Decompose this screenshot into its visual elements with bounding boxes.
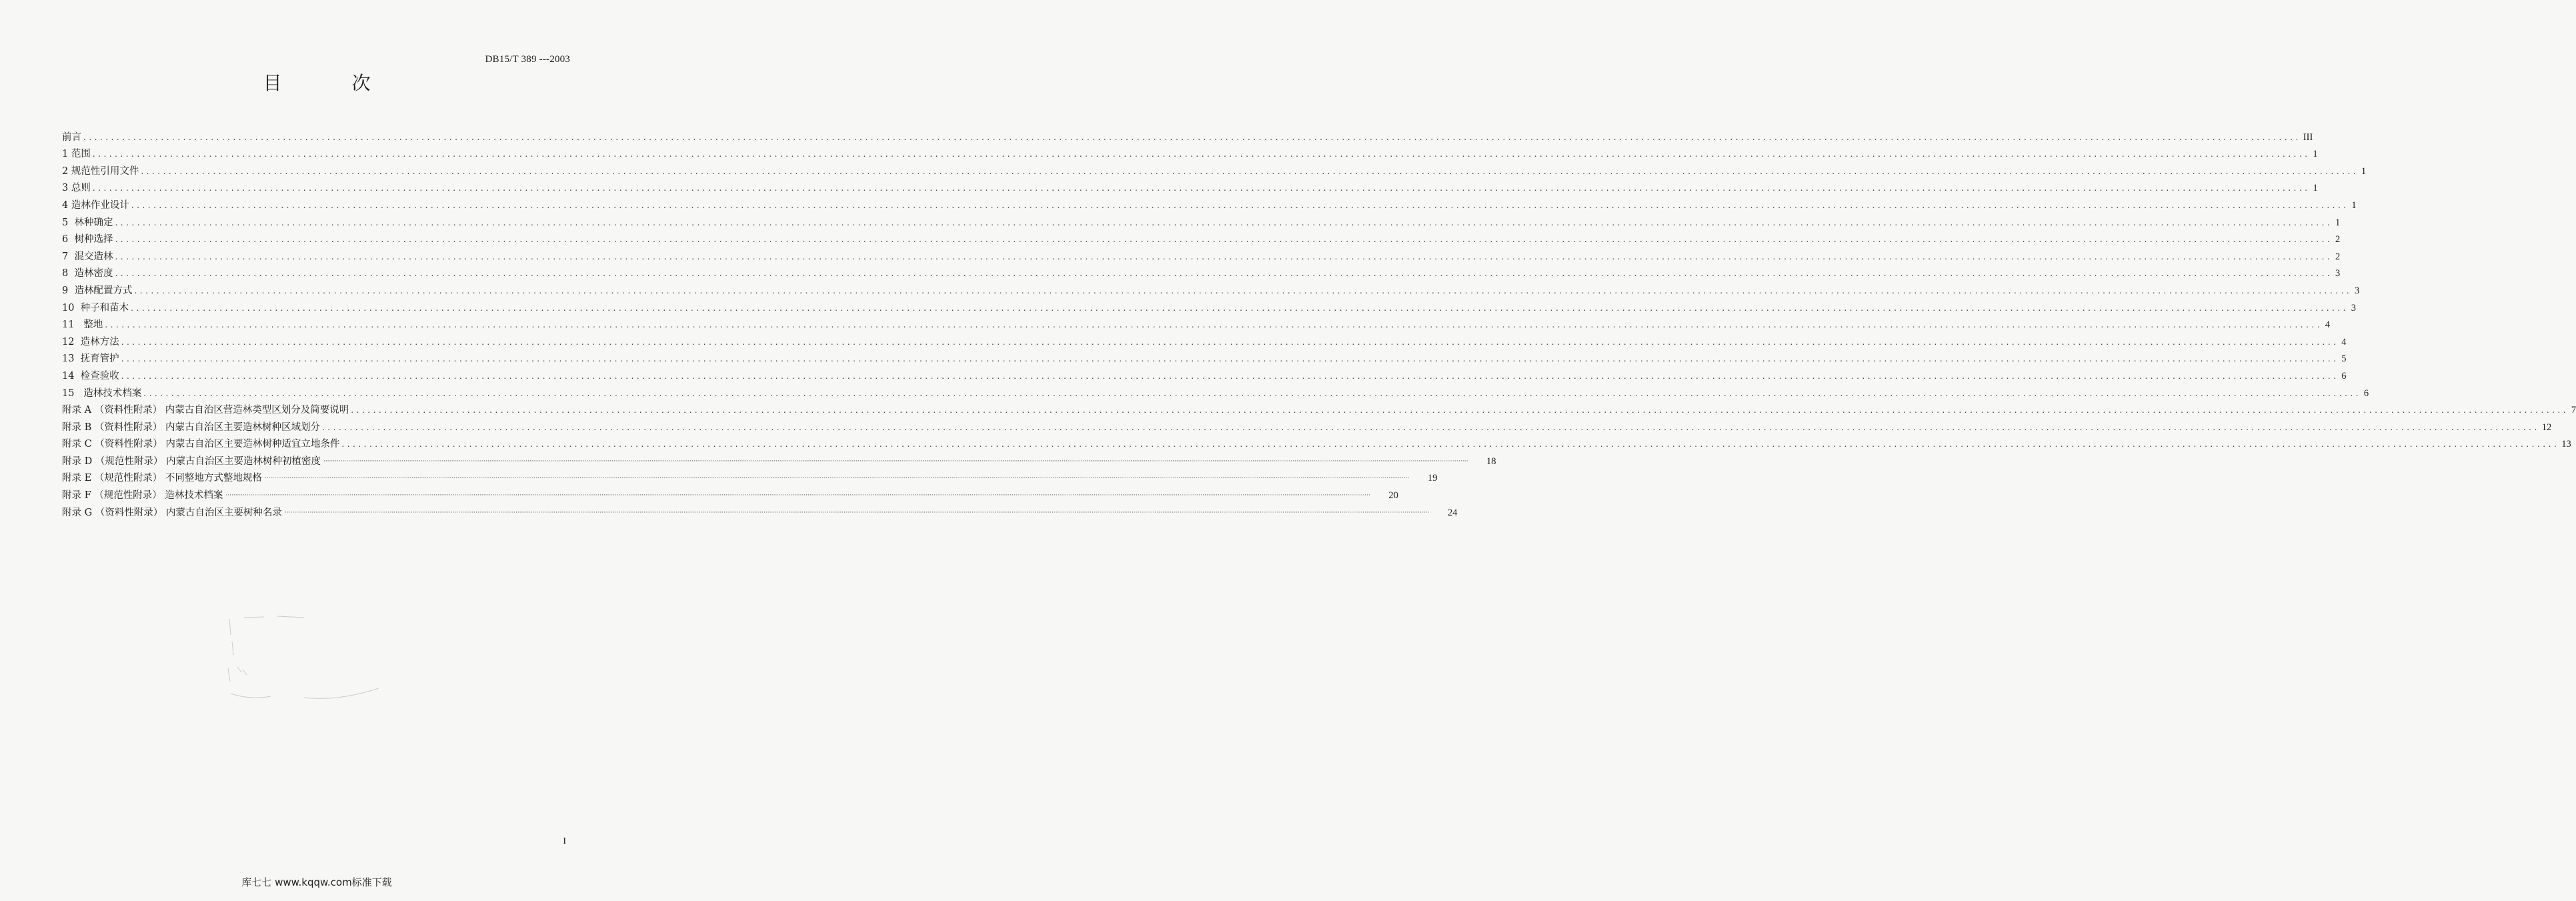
toc-entry-page: 4	[2341, 336, 2347, 347]
toc-leader-dots: ................................................................................................................................................................................................................................................................................................................................................................................................................	[143, 388, 2362, 398]
toc-leader-dots: ................................................................................................................................................................................................................................................................................................................................................................................................................	[351, 405, 2569, 415]
toc-entry-label: 6 树种选择	[62, 234, 113, 245]
toc-entry-label: 7 混交造林	[62, 251, 113, 262]
toc-entry-label: 3 总则	[62, 183, 91, 194]
toc-leader-dots: ................................................................................................................................................................................................................................................................................................................................................................................................................	[134, 285, 2353, 295]
toc-entry-page: 5	[2341, 353, 2347, 365]
toc-entry	[62, 450, 1496, 468]
toc-entry-label: 4 造林作业设计	[62, 199, 129, 211]
toc-entry	[62, 245, 2341, 263]
toc-leader-dots: ························································································································································································································································································································································································································································································································································································································	[323, 458, 1468, 465]
toc-entry-label: 附录 E （规范性附录） 不同整地方式整地规格	[62, 473, 262, 484]
toc-entry	[62, 502, 1458, 519]
toc-entry-label: 前言	[62, 131, 81, 143]
toc-leader-dots: ................................................................................................................................................................................................................................................................................................................................................................................................................	[321, 422, 2540, 432]
toc-entry-page: 18	[1486, 456, 1496, 467]
toc-entry-page: 2	[2335, 234, 2341, 245]
toc-leader-dots: ................................................................................................................................................................................................................................................................................................................................................................................................................	[115, 251, 2333, 261]
footer-watermark: 库七七 www.kqqw.com标准下载	[241, 876, 392, 888]
toc-leader-dots: ................................................................................................................................................................................................................................................................................................................................................................................................................	[121, 371, 2339, 381]
toc-leader-dots: ................................................................................................................................................................................................................................................................................................................................................................................................................	[115, 217, 2333, 227]
toc-entry-page: 20	[1388, 490, 1398, 502]
toc-entry-label: 附录 G （资料性附录） 内蒙古自治区主要树种名录	[62, 507, 282, 518]
toc-entry-page: 3	[2351, 302, 2356, 313]
toc-entry-label: 2 规范性引用文件	[62, 165, 139, 177]
toc-entry	[62, 382, 2369, 399]
toc-leader-dots: ................................................................................................................................................................................................................................................................................................................................................................................................................	[131, 200, 2349, 210]
scan-artifact	[224, 615, 387, 708]
toc-entry	[62, 331, 2347, 348]
toc-leader-dots: ................................................................................................................................................................................................................................................................................................................................................................................................................	[115, 269, 2333, 279]
toc-entry	[62, 177, 2318, 195]
toc-entry	[62, 416, 2552, 433]
toc-entry-label: 11 整地	[62, 319, 103, 331]
toc-leader-dots: ························································································································································································································································································································································································································································································································································································································	[225, 492, 1370, 500]
toc-entry-page: 2	[2335, 251, 2341, 262]
toc-leader-dots: ................................................................................................................................................................................................................................................................................................................................................................................................................	[141, 166, 2359, 176]
toc-leader-dots: ................................................................................................................................................................................................................................................................................................................................................................................................................	[83, 132, 2301, 142]
toc-entry-label: 附录 B （资料性附录） 内蒙古自治区主要造林树种区域划分	[62, 421, 320, 433]
toc-entry-label: 12 造林方法	[62, 336, 119, 347]
toc-leader-dots: ................................................................................................................................................................................................................................................................................................................................................................................................................	[121, 337, 2339, 347]
toc-entry-label: 10 种子和苗木	[62, 302, 129, 313]
toc-entry	[62, 314, 2331, 331]
toc-leader-dots: ................................................................................................................................................................................................................................................................................................................................................................................................................	[131, 303, 2349, 313]
toc-entry-label: 附录 F （规范性附录） 造林技术档案	[62, 490, 223, 502]
toc-entry	[62, 468, 1438, 485]
toc-entry-page: 4	[2325, 319, 2331, 331]
toc-leader-dots: ................................................................................................................................................................................................................................................................................................................................................................................................................	[105, 320, 2323, 330]
toc-entry-page: 6	[2363, 387, 2369, 399]
toc-entry	[62, 433, 2571, 451]
toc-entry	[62, 399, 2576, 417]
page-title: 目 次	[263, 72, 403, 94]
toc-entry	[62, 194, 2357, 211]
toc-entry	[62, 365, 2347, 382]
toc-entry-page: 24	[1447, 507, 1458, 518]
toc-entry-label: 9 造林配置方式	[62, 285, 133, 296]
toc-entry-page: 19	[1427, 473, 1438, 484]
toc-entry	[62, 297, 2356, 314]
toc-entry-label: 15 造林技术档案	[62, 387, 142, 399]
toc-entry-label: 附录 D （规范性附录） 内蒙古自治区主要造林树种初植密度	[62, 456, 321, 467]
toc-entry-label: 13 抚育管护	[62, 353, 119, 365]
toc-entry-label: 14 检查验收	[62, 370, 119, 381]
toc-entry-label: 附录 C （资料性附录） 内蒙古自治区主要造林树种适宜立地条件	[62, 439, 340, 450]
toc-entry-page: 1	[2335, 217, 2341, 228]
toc-entry	[62, 143, 2318, 161]
toc-entry-label: 1 范围	[62, 149, 91, 160]
toc-entry	[62, 263, 2341, 280]
toc-leader-dots: ................................................................................................................................................................................................................................................................................................................................................................................................................	[121, 354, 2339, 364]
toc-entry-label: 8 造林密度	[62, 268, 113, 279]
toc-entry-page: 12	[2541, 421, 2552, 433]
toc-entry-page: III	[2303, 131, 2313, 143]
toc-entry-page: 1	[2351, 199, 2357, 211]
toc-entry-page: 3	[2335, 268, 2341, 279]
toc-entry	[62, 348, 2347, 365]
toc-leader-dots: ................................................................................................................................................................................................................................................................................................................................................................................................................	[92, 183, 2311, 193]
toc-entry-page: 3	[2354, 285, 2360, 296]
toc-leader-dots: ························································································································································································································································································································································································································································································································································································································	[264, 475, 1410, 482]
toc-leader-dots: ................................................................................................................................................................................................................................................................................................................................................................................................................	[341, 439, 2560, 449]
toc-entry-page: 7	[2571, 405, 2576, 416]
toc-entry	[62, 211, 2341, 229]
toc-entry-page: 6	[2341, 370, 2347, 381]
toc-leader-dots: ................................................................................................................................................................................................................................................................................................................................................................................................................	[92, 149, 2311, 159]
toc-leader-dots: ························································································································································································································································································································································································································································································································································································································	[284, 509, 1430, 516]
standard-code: DB15/T 389 ---2003	[485, 54, 570, 65]
toc-entry-label: 附录 A （资料性附录） 内蒙古自治区营造林类型区划分及简要说明	[62, 405, 349, 416]
toc-entry	[62, 279, 2360, 297]
toc-entry-page: 1	[2313, 149, 2318, 160]
toc-entry	[62, 229, 2341, 246]
toc-entry-page: 13	[2561, 439, 2571, 450]
toc-leader-dots: ................................................................................................................................................................................................................................................................................................................................................................................................................	[115, 235, 2333, 245]
page-number: I	[563, 836, 566, 846]
toc-entry	[62, 484, 1398, 502]
toc-entry-page: 1	[2313, 183, 2318, 194]
table-of-contents	[62, 126, 2576, 519]
toc-entry-label: 5 林种确定	[62, 217, 113, 228]
toc-entry	[62, 160, 2367, 177]
toc-entry	[62, 126, 2313, 143]
toc-entry-page: 1	[2361, 165, 2367, 177]
